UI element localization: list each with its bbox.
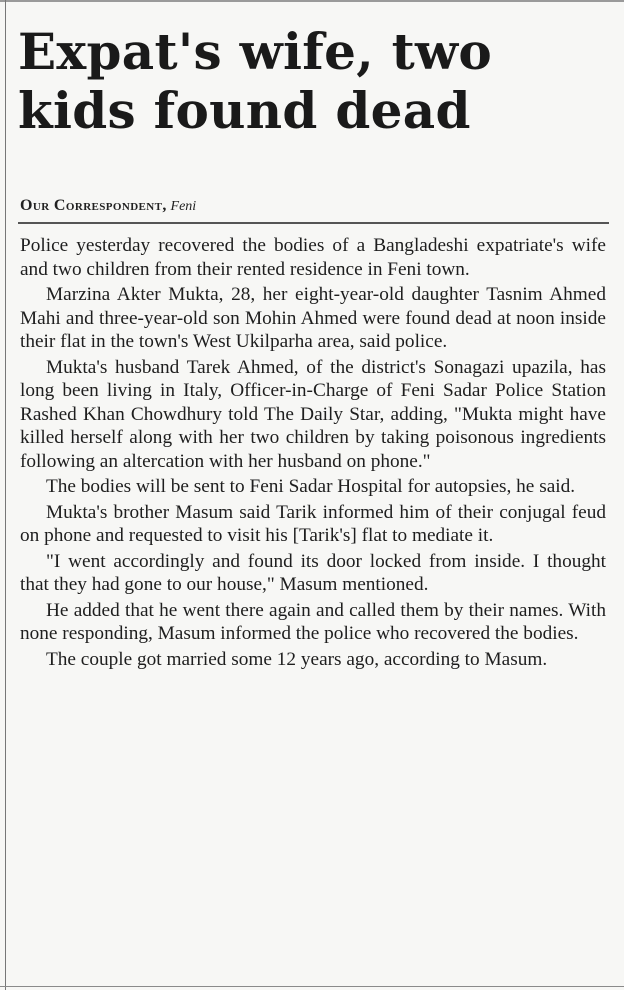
paragraph: Mukta's husband Tarek Ahmed, of the district's Sonagazi upazila, has long been living in Italy, Officer-in-Charge of Feni Sadar Police Station Rashed Khan Chowdhury told The Daily Star, adding, "Mukta might have killed herself along with her two children by taking poisonous ingredients following an altercation with her husband on phone." <box>20 356 606 472</box>
paragraph: Marzina Akter Mukta, 28, her eight-year-old daughter Tasnim Ahmed Mahi and three-year-old son Mohin Ahmed were found dead at noon inside their flat in the town's West Ukilparha area, said police. <box>20 284 606 352</box>
paragraph: Police yesterday recovered the bodies of a Bangladeshi expatriate's wife and two children from their rented residence in Feni town. <box>20 235 606 280</box>
top-border <box>0 0 624 2</box>
article-body <box>20 234 606 673</box>
paragraph: He added that he went there again and called them by their names. With none responding, Masum informed the police who recovered the bodies. <box>20 599 606 644</box>
paragraph: "I went accordingly and found its door locked from inside. I thought that they had gone to our house," Masum mentioned. <box>20 550 606 595</box>
paragraph: The bodies will be sent to Feni Sadar Hospital for autopsies, he said. <box>46 476 576 497</box>
byline-divider <box>18 222 609 224</box>
left-column-rule <box>5 0 6 990</box>
headline: Expat's wife, two kids found dead <box>18 22 492 140</box>
paragraph: The couple got married some 12 years ago, according to Masum. <box>46 648 548 670</box>
byline-author: Our Correspondent, <box>20 197 167 214</box>
bottom-border <box>0 986 624 987</box>
byline <box>20 197 196 215</box>
paragraph: Mukta's brother Masum said Tarik informed him of their conjugal feud on phone and requested to visit his [Tarik's] flat to mediate it. <box>20 501 606 546</box>
byline-location: Feni <box>170 199 197 214</box>
